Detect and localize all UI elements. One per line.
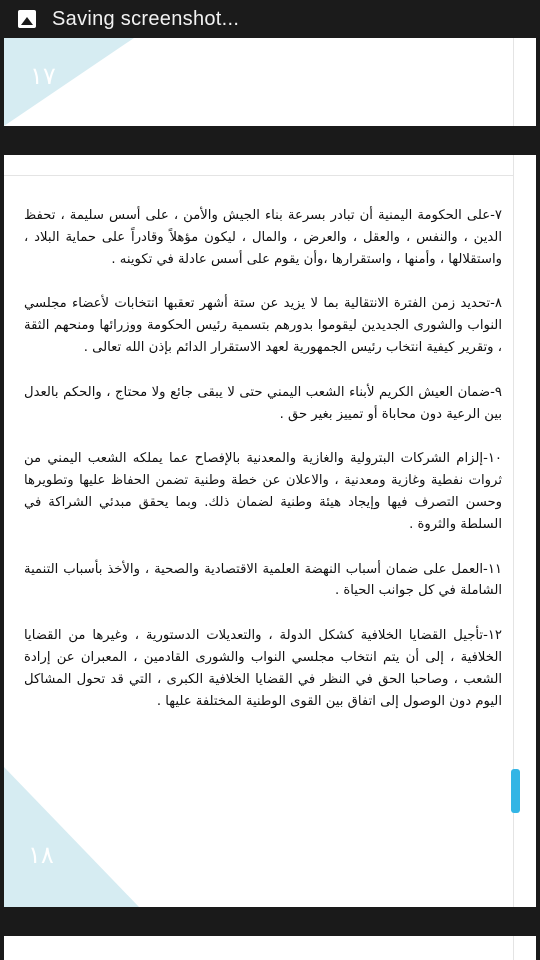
page-border <box>513 936 514 960</box>
paragraph-10: ١٠-إلزام الشركات البترولية والغازية والمعدنية بالإفصاح عما يملكه الشعب اليمني من ثروات نفطية وغازية ومعدنية ، والاعلان عن خطة وطنية تضمن الحفاظ عليها وتطويرها وحسن التصرف فيها وإيجاد هيئة وطنية لضمان ذلك. وبما يحقق مبدئي الشراكة في السلطة والثروة . <box>24 451 502 532</box>
page-number: ١٨ <box>28 841 54 869</box>
paragraph-9: ٩-ضمان العيش الكريم لأبناء الشعب اليمني حتى لا يبقى جائع ولا محتاج ، والحكم بالعدل بين الرعية دون محاباة أو تمييز بغير حق . <box>24 384 502 422</box>
paragraph-7: ٧-على الحكومة اليمنية أن تبادر بسرعة بناء الجيش والأمن ، على أسس سليمة ، تحفظ الدين ، والنفس ، والعقل ، والعرض ، والمال ، ليكون مؤهلاً وقادراً على حماية البلاد ، واستقلالها ، وأمنها ، واستقرارها ،وأن يقوم على أسس عادلة في تكوينه . <box>24 208 502 267</box>
status-bar <box>0 0 540 38</box>
document-page-next <box>4 936 536 960</box>
document-text <box>24 205 502 735</box>
document-page-top <box>4 38 536 126</box>
paragraph-12: ١٢-تأجيل القضايا الخلافية كشكل الدولة ، والتعديلات الدستورية ، وغيرها من القضايا الخلافية ، إلى أن يتم انتخاب مجلسي النواب والشورى القادمين ، المعبران عن إرادة الشعب ، وصاحبا الحق في النظر في القضايا الخلافية الكبرى ، التي قد تحول المشاكل اليوم دون الوصول إلى اتفاق بين القوى الوطنية المختلفة عليها . <box>24 628 502 709</box>
page-number: ١٧ <box>30 62 56 90</box>
page-border <box>513 38 514 126</box>
paragraph-8: ٨-تحديد زمن الفترة الانتقالية بما لا يزيد عن ستة أشهر تعقبها انتخابات لأعضاء مجلسي النواب والشورى الجديدين ليقوموا بدورهم بتسمية رئيس الحكومة ووزرائها ومنحهم الثقة ، وتقرير كيفية انتخاب رئيس الجمهورية لعهد الاستقرار الدائم بإذن الله تعالى . <box>24 296 502 355</box>
page-corner-decoration <box>4 38 134 126</box>
status-title: Saving screenshot... <box>52 7 240 30</box>
page-corner-decoration <box>4 767 139 907</box>
scrollbar-thumb[interactable] <box>511 769 520 813</box>
paragraph-11: ١١-العمل على ضمان أسباب النهضة العلمية الاقتصادية والصحية ، والأخذ بأسباب التنمية الشاملة في كل جوانب الحياة . <box>24 561 502 599</box>
document-page <box>4 155 536 907</box>
image-icon <box>18 10 36 28</box>
page-border-top <box>4 175 514 176</box>
